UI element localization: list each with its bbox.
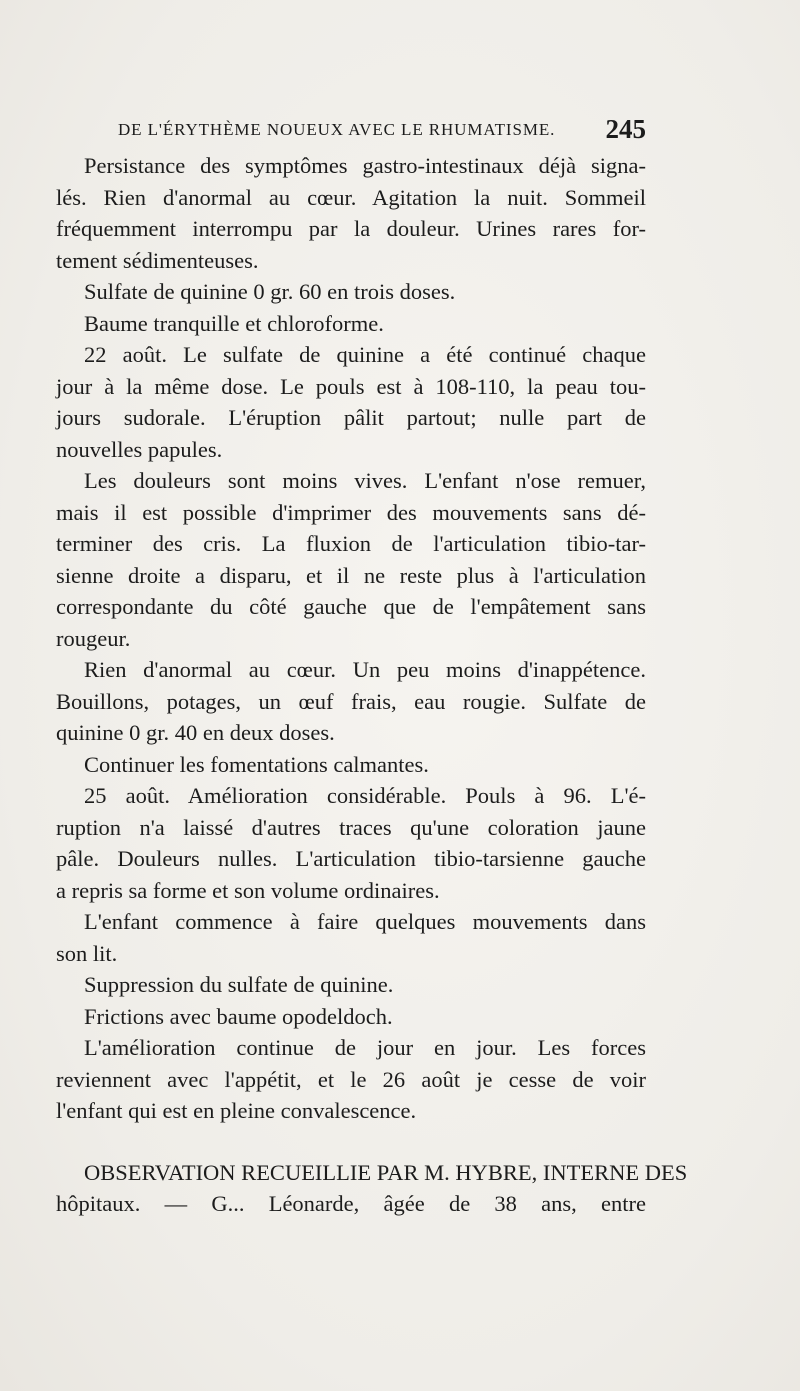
text-line: L'amélioration continue de jour en jour. Les forces (84, 1035, 646, 1060)
text-line: correspondante du côté gauche que de l'empâtement sans (56, 594, 646, 619)
text-line: rougeur. (56, 625, 131, 651)
text-line: Frictions avec baume opodeldoch. (84, 1003, 393, 1029)
text-line: hôpitaux. — G... Léonarde, âgée de 38 ans, entre (56, 1191, 646, 1216)
text-line: Rien d'anormal au cœur. Un peu moins d'inappétence. (84, 657, 646, 682)
text-line: jours sudorale. L'éruption pâlit partout; nulle part de (56, 405, 646, 430)
text-line: l'enfant qui est en pleine convalescence. (56, 1098, 417, 1123)
text-line: son lit. (56, 940, 118, 966)
text-line: sienne droite a disparu, et il ne reste plus à l'articulation (56, 562, 646, 588)
text-line: Sulfate de quinine 0 gr. 60 en trois doses. (84, 279, 456, 304)
text-line: ruption n'a laissé d'autres traces qu'une coloration jaune (56, 814, 646, 840)
text-line: Suppression du sulfate de quinine. (84, 972, 394, 997)
text-line: 25 août. Amélioration considérable. Pouls à 96. L'é- (84, 783, 646, 808)
text-line: reviennent avec l'appétit, et le 26 août je cesse de voir (56, 1066, 646, 1092)
text-line: jour à la même dose. Le pouls est à 108-110, la peau tou- (56, 373, 646, 399)
text-line: nouvelles papules. (56, 436, 223, 462)
text-line: lés. Rien d'anormal au cœur. Agitation la nuit. Sommeil (56, 184, 646, 210)
running-title: DE L'ÉRYTHÈME NOUEUX AVEC LE RHUMATISME. (118, 120, 556, 139)
text-line: Continuer les fomentations calmantes. (84, 751, 429, 777)
text-line: quinine 0 gr. 40 en deux doses. (56, 720, 335, 745)
text-line: Persistance des symptômes gastro-intestinaux déjà signa- (84, 153, 646, 178)
text-line: a repris sa forme et son volume ordinaires. (56, 877, 440, 903)
section-gap (56, 1127, 646, 1157)
text-line: tement sédimenteuses. (56, 247, 259, 273)
running-head (118, 114, 646, 150)
text-line: mais il est possible d'imprimer des mouvements sans dé- (56, 499, 646, 525)
observation-heading: OBSERVATION RECUEILLIE PAR M. HYBRE, INTERNE DES (84, 1159, 688, 1185)
text-line: 22 août. Le sulfate de quinine a été continué chaque (84, 342, 646, 367)
text-line: terminer des cris. La fluxion de l'articulation tibio-tar- (56, 531, 646, 556)
body-text (56, 150, 688, 1220)
text-line: Baume tranquille et chloroforme. (84, 310, 384, 336)
text-line: Les douleurs sont moins vives. L'enfant n'ose remuer, (84, 468, 646, 493)
text-line: Bouillons, potages, un œuf frais, eau rougie. Sulfate de (56, 688, 646, 714)
text-line: fréquemment interrompu par la douleur. Urines rares for- (56, 216, 646, 241)
text-line: pâle. Douleurs nulles. L'articulation tibio-tarsienne gauche (56, 846, 646, 871)
page-number: 245 (605, 114, 646, 144)
text-line: L'enfant commence à faire quelques mouvements dans (84, 909, 646, 934)
